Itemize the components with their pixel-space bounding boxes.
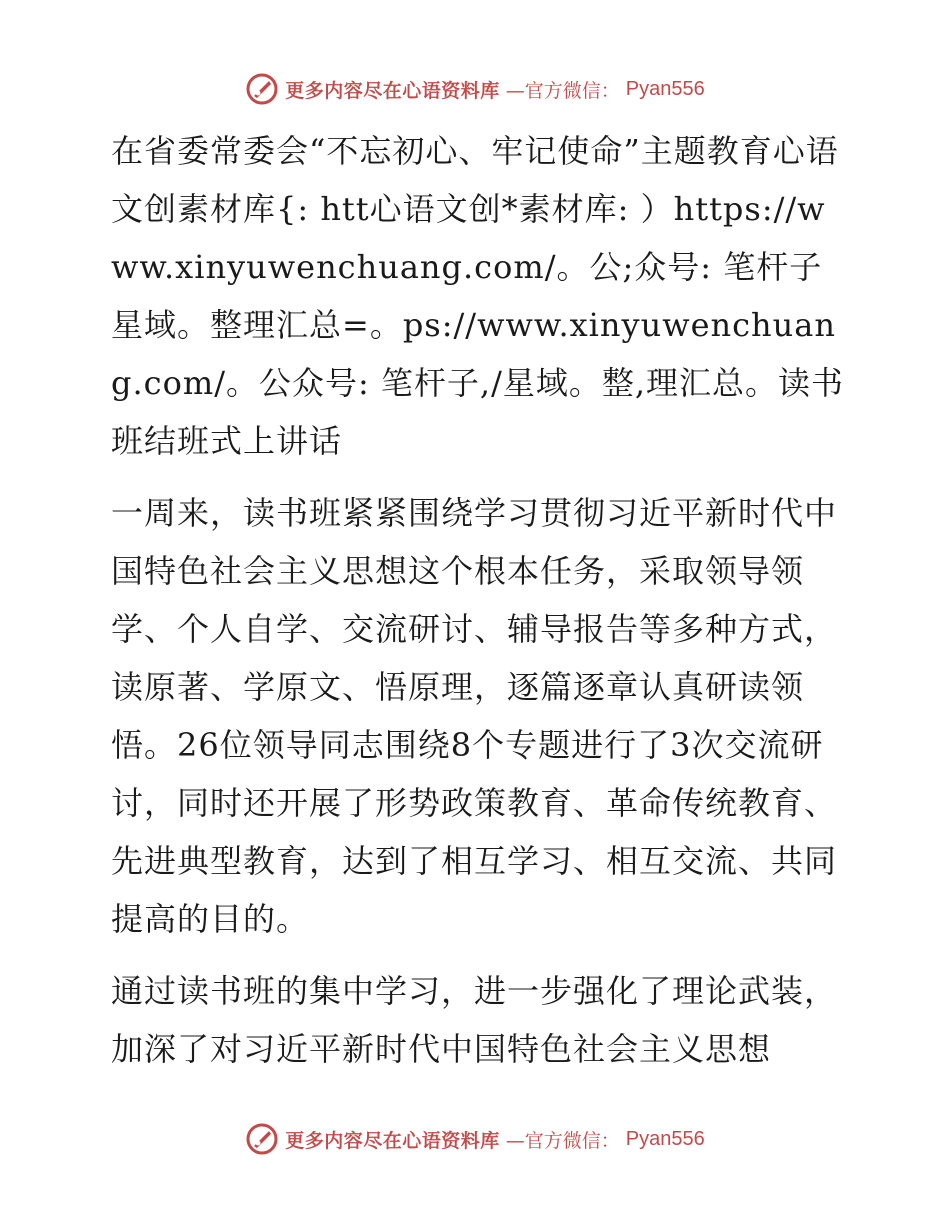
watermark-main-text: 更多内容尽在心语资料库 <box>285 79 500 102</box>
watermark-main-text: 更多内容尽在心语资料库 <box>285 1129 500 1152</box>
header-watermark <box>0 72 950 106</box>
watermark-separator: —官方微信： <box>505 79 620 102</box>
paragraph-title: 在省委常委会“不忘初心、牢记使命”主题教育心语文创素材库{: htt心语文创*素材库: ）https://www.xinyuwenchuang.com/。公;众号: 笔杆子星域。整理汇总=。ps://www.xinyuwenchuang.com/。公众号: 笔杆子,/星域。整,理汇总。读书班结班式上讲话 <box>111 132 845 460</box>
watermark-handle: Pyan556 <box>625 77 705 100</box>
footer-watermark <box>0 1122 950 1156</box>
watermark-separator: —官方微信： <box>505 1129 620 1152</box>
paragraph-learning-outcome: 通过读书班的集中学习，进一步强化了理论武装，加深了对习近平新时代中国特色社会主义思想 <box>111 972 838 1068</box>
watermark-handle: Pyan556 <box>625 1127 705 1150</box>
quill-seal-icon <box>245 1122 279 1156</box>
paragraph-reading-summary: 一周来，读书班紧紧围绕学习贯彻习近平新时代中国特色社会主义思想这个根本任务，采取领导领学、个人自学、交流研讨、辅导报告等多种方式，读原著、学原文、悟原理，逐篇逐章认真研读领悟。26位领导同志围绕8个专题进行了3次交流研讨，同时还开展了形势政策教育、革命传统教育、先进典型教育，达到了相互学习、相互交流、共同提高的目的。 <box>111 494 838 938</box>
quill-seal-icon <box>245 72 279 106</box>
document-body <box>97 122 852 1078</box>
